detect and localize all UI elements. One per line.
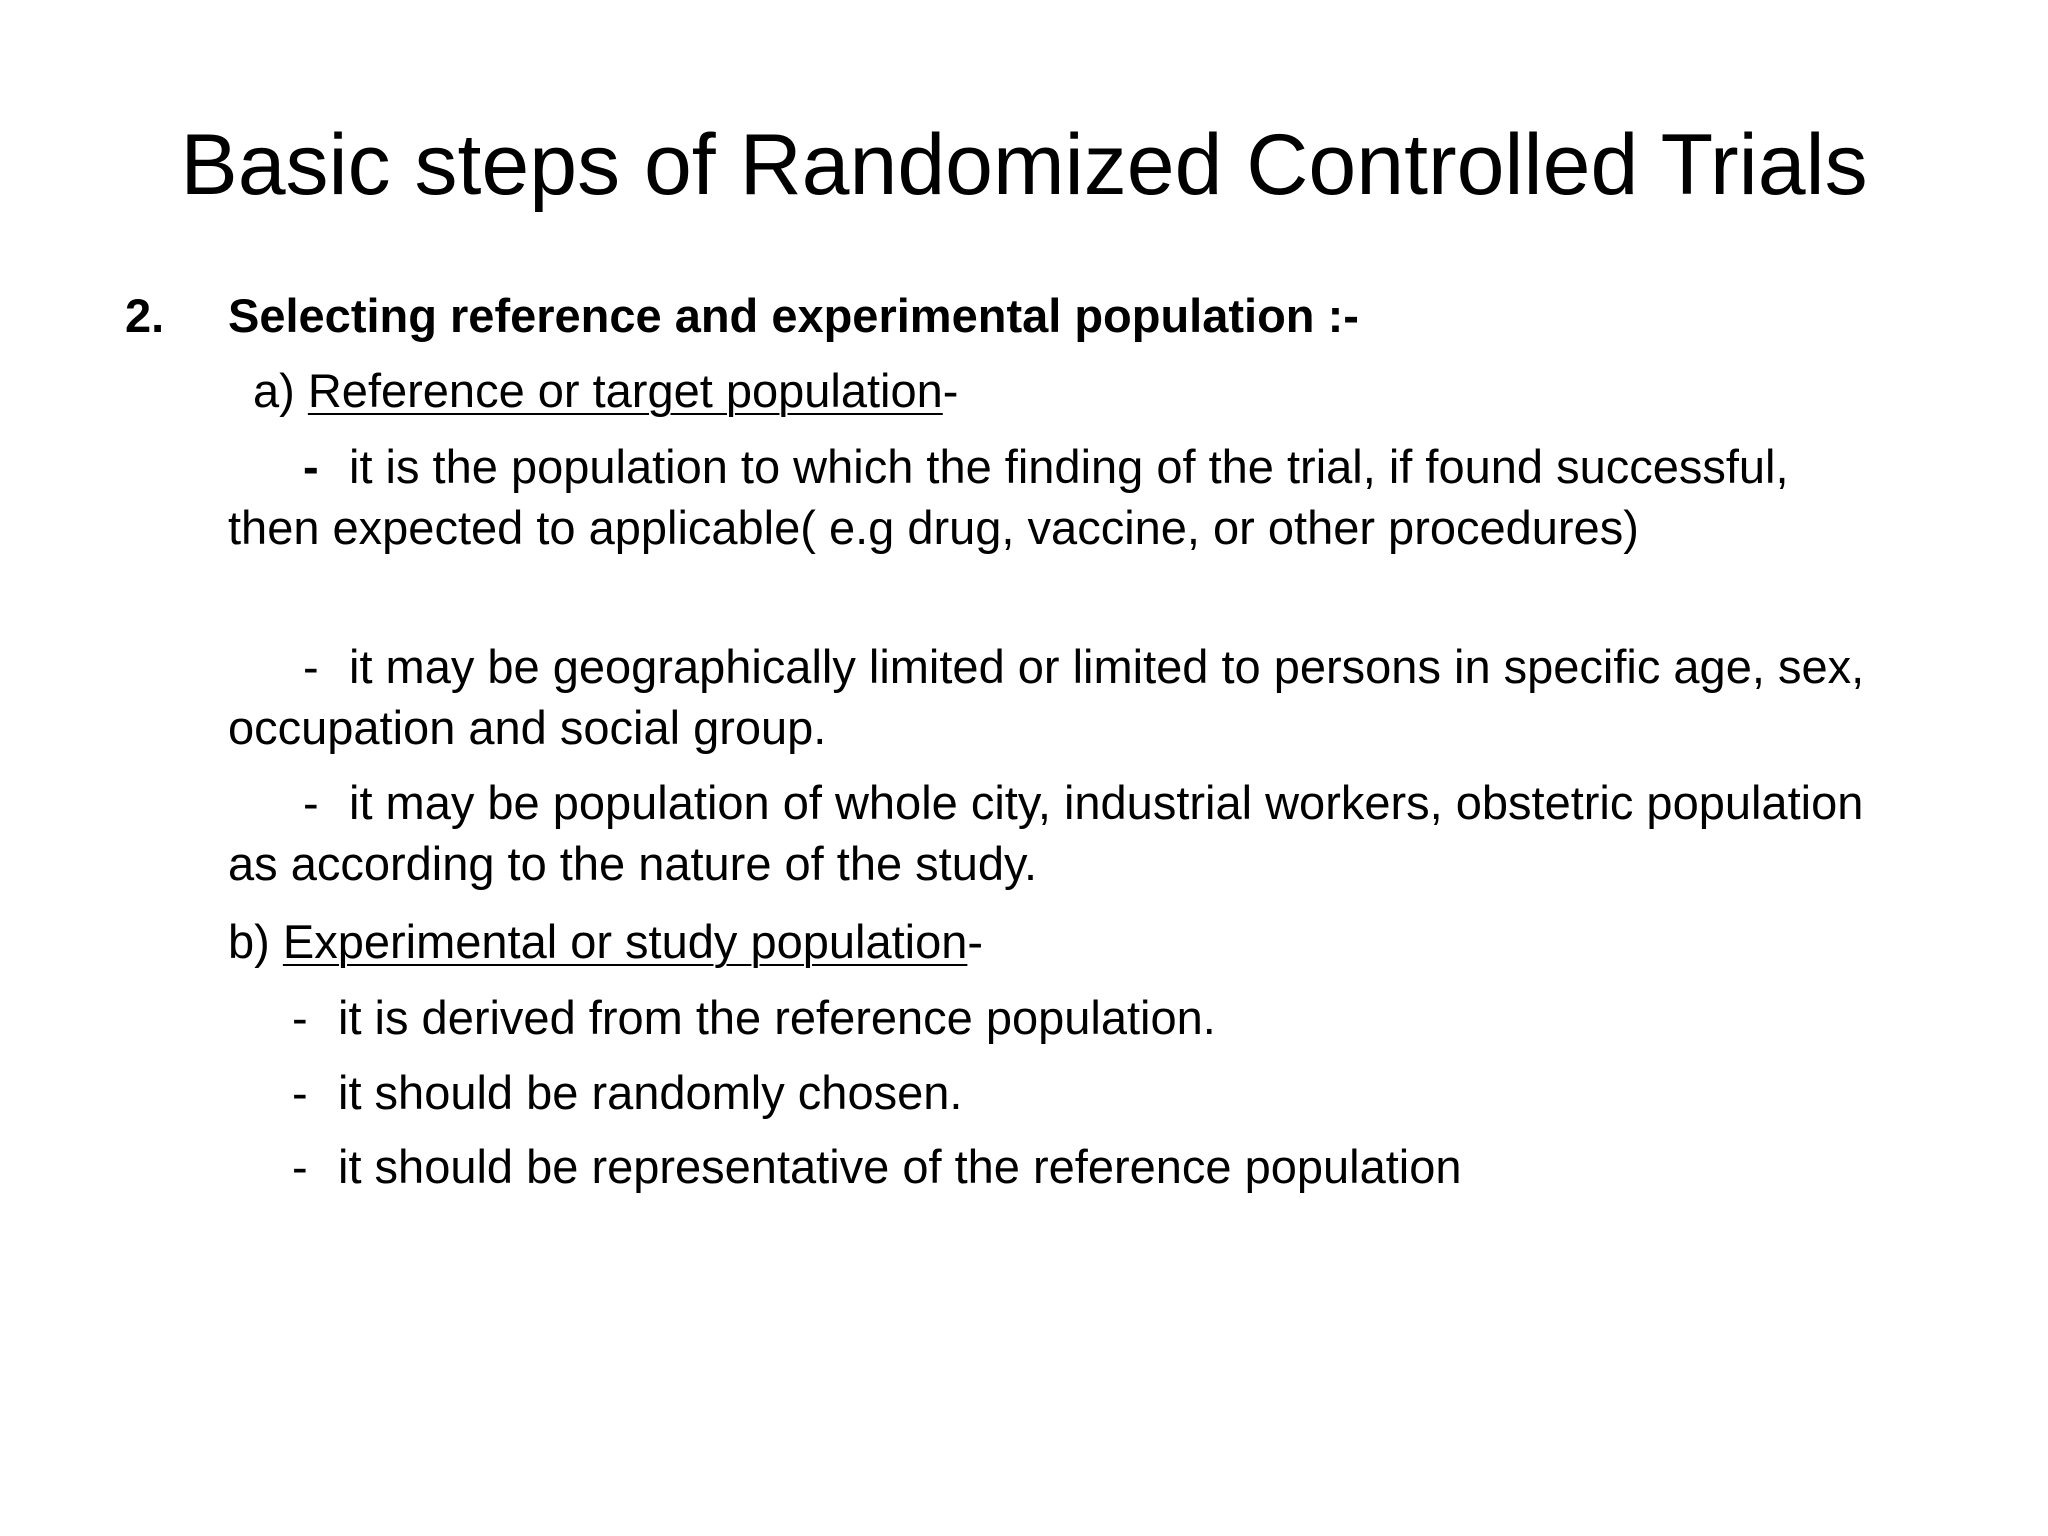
section-b-heading [228,911,983,972]
section-a-point [228,436,1848,558]
point-text: it should be randomly chosen. [338,1066,963,1119]
point-text: it should be representative of the reference population [338,1140,1462,1193]
bullet-dash: - [292,1140,308,1193]
bullet-dash: - [292,1066,308,1119]
section-a-suffix: - [942,364,959,417]
point-text: it is derived from the reference population. [338,991,1216,1044]
section-a-prefix: a) [253,364,308,417]
section-b-point [292,1136,1462,1197]
point-text: it may be geographically limited or limited to persons in specific age, sex, occupation and social group. [228,640,1865,754]
section-b-label: Experimental or study population [282,915,968,968]
step-number: 2. [125,289,165,342]
section-b-prefix: b) [228,915,283,968]
bullet-dash: - [303,776,319,829]
point-text: it is the population to which the finding of the trial, if found successful, then expected to applicable( e.g drug, vaccine, or other procedures) [228,440,1789,554]
section-a-point [228,636,1948,758]
section-a-heading [253,360,958,421]
section-a-label: Reference or target population [307,364,943,417]
section-b-point [292,987,1216,1048]
bullet-dash: - [303,640,319,693]
slide-title: Basic steps of Randomized Controlled Trials [180,117,1868,213]
point-text: it may be population of whole city, industrial workers, obstetric population as according to the nature of the study. [228,776,1864,890]
section-b-suffix: - [967,915,984,968]
bullet-dash: - [303,440,319,493]
section-b-point [292,1062,962,1123]
step-heading: Selecting reference and experimental population :- [228,289,1359,342]
section-a-point [228,772,1908,894]
bullet-dash: - [292,991,308,1044]
